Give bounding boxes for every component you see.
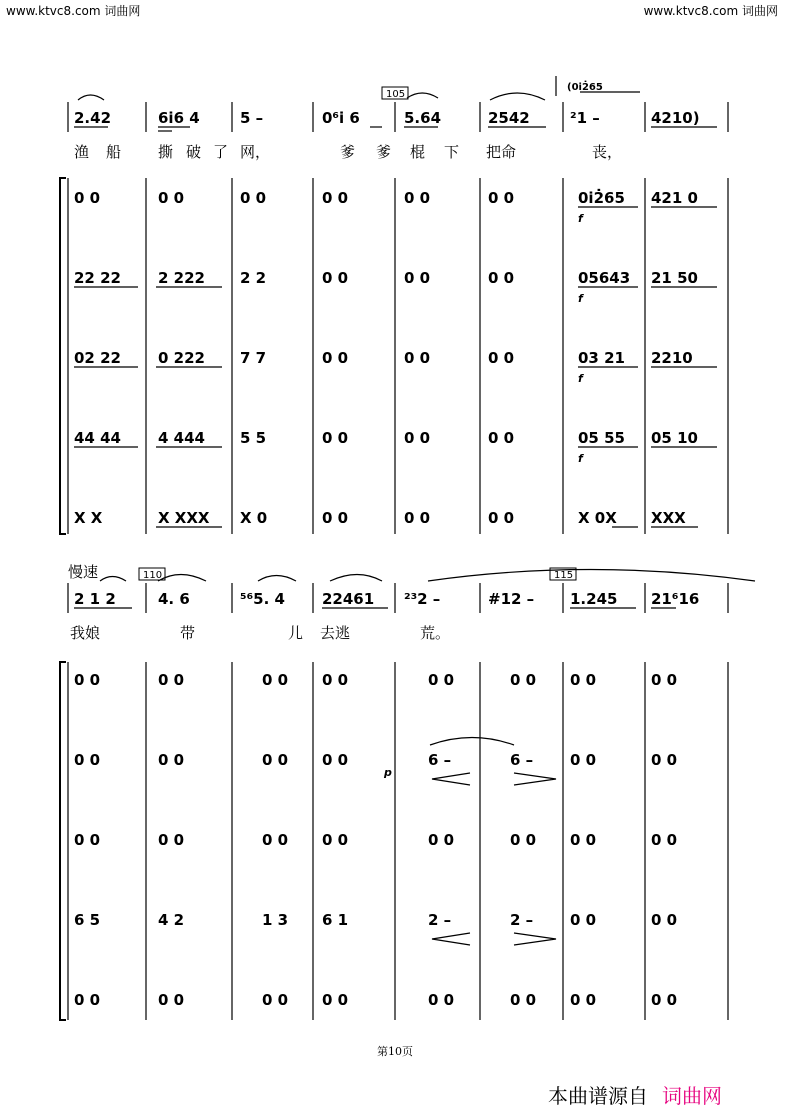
staff-measure: 0 0 xyxy=(322,269,349,287)
staff-measure: 0 0 xyxy=(651,831,678,849)
staff-measure: 0 0 xyxy=(404,189,431,207)
lyric: 破 xyxy=(186,143,202,161)
vocal-measure: 5.64 xyxy=(404,109,442,127)
staff-measure: 0 0 xyxy=(488,189,515,207)
staff-measure: 0 0 xyxy=(488,349,515,367)
staff-measure: 421 0 xyxy=(651,189,698,207)
lyric: 丧， xyxy=(592,143,623,161)
staff-measure: 2 222 xyxy=(158,269,205,287)
staff-measure: 0 0 xyxy=(651,671,678,689)
staff-measure: X 0X xyxy=(578,509,617,527)
lyric: 撕 xyxy=(158,143,174,161)
staff-measure: 0 0 xyxy=(262,831,289,849)
vocal-measure: 2.42 xyxy=(74,109,112,127)
staff-measure: 0 0 xyxy=(488,429,515,447)
site-header-left: www.ktvc8.com 词曲网 xyxy=(6,4,141,18)
staff-measure: 0 0 xyxy=(404,429,431,447)
staff-measure: 05 10 xyxy=(651,429,698,447)
staff-measure: 0 0 xyxy=(488,269,515,287)
staff-measure: 0 0 xyxy=(158,751,185,769)
lyrics-line-1 xyxy=(74,143,622,161)
staff-measure: X 0 xyxy=(240,509,268,527)
staff-measure: 0 0 xyxy=(74,671,101,689)
staff-measure: 0 0 xyxy=(428,991,455,1009)
staff-measure: 2210 xyxy=(651,349,693,367)
staff-measure: 4 444 xyxy=(158,429,205,447)
staff-measure: 0 0 xyxy=(428,671,455,689)
vocal-line-1 xyxy=(74,109,700,127)
vocal-measure: 1.245 xyxy=(570,590,618,608)
vocal-measure: 0⁶i 6 xyxy=(322,109,360,127)
staff-measure: 6 – xyxy=(510,751,534,769)
staff-measure: 0 0 xyxy=(74,831,101,849)
staff-measure: 6 – xyxy=(428,751,452,769)
lyric: 荒。 xyxy=(420,624,451,642)
staff-measure: 0 0 xyxy=(651,911,678,929)
rehearsal-mark-110: 110 xyxy=(143,570,163,581)
staff-measure: 0 0 xyxy=(322,509,349,527)
staff-measure: 0 0 xyxy=(651,751,678,769)
staff-measure: 2 2 xyxy=(240,269,267,287)
lyric: 儿 xyxy=(288,624,304,642)
staff-measure: XXX xyxy=(651,509,686,527)
lyric: 把命 xyxy=(486,143,517,161)
staff-measure: 03 21 xyxy=(578,349,625,367)
site-header-right: www.ktvc8.com 词曲网 xyxy=(643,4,778,18)
staff-measure: 0 0 xyxy=(322,349,349,367)
lyric: 爹 xyxy=(340,143,356,161)
vocal-measure: 4. 6 xyxy=(158,590,190,608)
vocal-measure: #12 – xyxy=(488,590,535,608)
staff-measure: 0 0 xyxy=(74,189,101,207)
vocal-measure: ²³2 – xyxy=(404,590,441,608)
staff-measure: 0 0 xyxy=(322,189,349,207)
staff-measure: 05643 xyxy=(578,269,631,287)
staff-measure: 0 0 xyxy=(404,509,431,527)
staff-measure: 0 0 xyxy=(262,751,289,769)
vocal-measure: 6i6 4 xyxy=(158,109,200,127)
staff-measure: 0 0 xyxy=(428,831,455,849)
staff-measure: 0 0 xyxy=(510,991,537,1009)
staff-measure: 0 0 xyxy=(570,991,597,1009)
lyric: 爹 xyxy=(376,143,392,161)
staff-measure: 6 1 xyxy=(322,911,349,929)
staff-measure: 0 0 xyxy=(158,671,185,689)
site-logo[interactable]: 词曲网 xyxy=(662,1084,722,1108)
staff-measure: 21 50 xyxy=(651,269,698,287)
staff-measure: 1 3 xyxy=(262,911,289,929)
vocal-measure: 4210) xyxy=(651,109,700,127)
staff-measure: 0 0 xyxy=(262,991,289,1009)
staff-measure: 0 0 xyxy=(322,831,349,849)
dynamic-mark: f xyxy=(578,452,583,465)
staff-measure: 0 0 xyxy=(262,671,289,689)
lyric: 带 xyxy=(180,624,196,642)
lyric: 了 xyxy=(213,143,229,161)
staff-measure: X X xyxy=(74,509,103,527)
source-footer xyxy=(548,1080,722,1109)
staff-measure: 0 0 xyxy=(510,671,537,689)
staff-measure: 2 – xyxy=(510,911,534,929)
staff-measure: 0 0 xyxy=(74,991,101,1009)
staff-measure: 4 2 xyxy=(158,911,185,929)
staff-measure: 0i2̇65 xyxy=(578,189,625,207)
lyric: 我娘 xyxy=(70,624,101,642)
source-label: 本曲谱源自 xyxy=(548,1084,648,1108)
vocal-measure: 21⁶16 xyxy=(651,590,700,608)
staff-measure: 0 0 xyxy=(570,911,597,929)
lyric: 下 xyxy=(444,143,460,161)
lyric: 网， xyxy=(240,143,271,161)
staff-measure: 0 0 xyxy=(570,831,597,849)
rehearsal-mark-105: 105 xyxy=(386,89,406,100)
staff-measure: 44 44 xyxy=(74,429,121,447)
dynamic-mark: p xyxy=(384,766,392,779)
vocal-measure: 2 1 2 xyxy=(74,590,116,608)
tempo-mark: 慢速 xyxy=(68,563,99,581)
staff-measure: 0 0 xyxy=(322,671,349,689)
dynamic-mark: f xyxy=(578,292,583,305)
staff-measure: 22 22 xyxy=(74,269,121,287)
staff-measure: 0 0 xyxy=(404,269,431,287)
lyric: 渔 xyxy=(74,143,90,161)
staff-measure: 0 0 xyxy=(404,349,431,367)
instrument-staves-1 xyxy=(74,187,698,527)
staff-measure: X XXX xyxy=(158,509,210,527)
staff-measure: 0 0 xyxy=(651,991,678,1009)
staff-measure: 0 0 xyxy=(570,671,597,689)
vocal-line-2 xyxy=(74,590,699,608)
page-number: 第10页 xyxy=(377,1045,413,1058)
staff-measure: 05 55 xyxy=(578,429,625,447)
vocal-measure: ⁵⁶5. 4 xyxy=(240,590,285,608)
staff-measure: 0 0 xyxy=(510,831,537,849)
staff-measure: 7 7 xyxy=(240,349,267,367)
ossia-passage: (0i2̇65 xyxy=(567,82,603,93)
dynamic-mark: f xyxy=(578,212,583,225)
staff-measure: 0 0 xyxy=(488,509,515,527)
staff-measure: 0 0 xyxy=(322,991,349,1009)
staff-measure: 2 – xyxy=(428,911,452,929)
lyric: 棍 xyxy=(410,143,426,161)
rehearsal-mark-115: 115 xyxy=(554,570,574,581)
staff-measure: 0 0 xyxy=(322,429,349,447)
staff-measure: 0 0 xyxy=(570,751,597,769)
vocal-measure: 22461 xyxy=(322,590,375,608)
vocal-measure: 5 – xyxy=(240,109,264,127)
staff-measure: 0 0 xyxy=(158,189,185,207)
staff-measure: 0 222 xyxy=(158,349,205,367)
vocal-measure: 2542 xyxy=(488,109,530,127)
lyrics-line-2 xyxy=(70,624,450,642)
staff-measure: 5 5 xyxy=(240,429,267,447)
lyric: 去逃 xyxy=(320,624,351,642)
staff-measure: 0 0 xyxy=(158,831,185,849)
dynamic-mark: f xyxy=(578,372,583,385)
staff-measure: 6 5 xyxy=(74,911,101,929)
staff-measure: 0 0 xyxy=(74,751,101,769)
staff-measure: 0 0 xyxy=(322,751,349,769)
staff-measure: 02 22 xyxy=(74,349,121,367)
instrument-staves-2 xyxy=(74,671,677,1009)
staff-measure: 0 0 xyxy=(240,189,267,207)
staff-measure: 0 0 xyxy=(158,991,185,1009)
system-2 xyxy=(60,568,755,1020)
vocal-measure: ²1 – xyxy=(570,109,600,127)
lyric: 船 xyxy=(106,143,122,161)
